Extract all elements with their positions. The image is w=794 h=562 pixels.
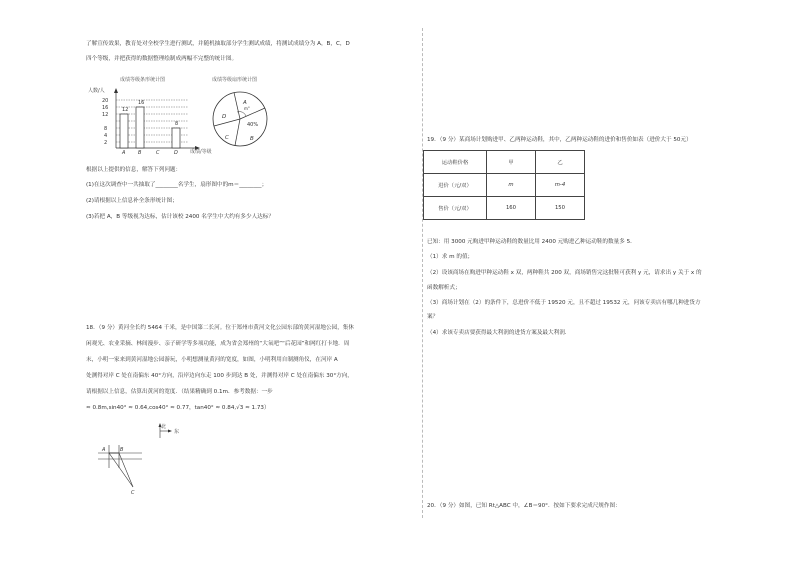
q18-line: 请根据以上信息，估算出黄河的宽度．（结果精确到 0.1m．参考数据：一步	[86, 389, 273, 395]
bar-chart-ylabel: 人数/人	[88, 88, 105, 94]
pie-label-m: m°	[244, 106, 250, 111]
intro-line-2: 四个等级，并把获得的数据整理绘制成两幅不完整的统计图。	[86, 56, 238, 62]
bar-chart-ytick: 2	[104, 140, 108, 146]
east-label: 东	[174, 429, 180, 435]
q19-title: 19．（9 分）某商场计划购进甲、乙两种运动鞋，其中，乙两种运动鞋的进价和售价如表（进价大于 50元）	[427, 137, 692, 143]
q18-line: 处测得对岸 C 处在南偏东 40°方向，沿岸边向东走 100 步到达 B 处，并测得对岸 C 处在南偏东 30°方向，	[86, 373, 353, 379]
table-cell: 进价（元/双）	[424, 174, 487, 197]
column-divider	[422, 28, 423, 518]
table-cell: 售价（元/双）	[424, 197, 487, 220]
pie-label-c: C	[225, 135, 229, 141]
bar-label-a: 12	[122, 107, 129, 113]
q19-line: （4）求该专卖店要获得最大利润的进货方案及最大利润．	[427, 330, 571, 336]
east-arrowhead	[168, 430, 172, 433]
table-row	[424, 197, 585, 220]
bar-chart-xlabel: 成绩/等级	[190, 149, 212, 155]
table-row	[424, 174, 585, 197]
bar-xcat-c: C	[156, 150, 160, 156]
bar-xcat-b: B	[138, 150, 142, 156]
table-cell: m	[487, 174, 536, 197]
intro-line-1: 了解宣传效果，教育处对全校学生进行测试，并随机抽取部分学生测试成绩，将测试成绩分为 A，B，C，D	[86, 41, 350, 47]
q17-line: (3)若把 A，B 等级视为达标，估计该校 2400 名学生中大约有多少人达标？	[86, 214, 274, 220]
bar-xcat-d: D	[174, 150, 178, 156]
shoe-price-table	[423, 150, 585, 220]
q19-line: （1）求 m 的值；	[427, 254, 474, 260]
point-a: A	[102, 447, 106, 453]
bar-xcat-a: A	[122, 150, 126, 156]
pie-chart-title: 成绩等级扇形统计图	[212, 77, 258, 83]
bar-d	[172, 128, 180, 148]
north-label: 北	[161, 424, 167, 430]
q18-line: ≈ 0.8m,sin40° ≈ 0.64,cos40° ≈ 0.77，tan40° ≈ 0.84,√3 ≈ 1.73）	[86, 405, 270, 411]
bar-label-b: 16	[138, 100, 145, 106]
pie-label-pct: 40%	[247, 122, 259, 128]
table-header-cell: 乙	[536, 151, 585, 174]
q18-line: 18．（9 分）黄河全长约 5464 千米，是中国第二长河。位于郑州市黄河文化公园东部的黄河湿地公园，集休	[86, 325, 354, 331]
table-header-cell: 甲	[487, 151, 536, 174]
bar-chart	[84, 84, 209, 156]
bar-label-d: 8	[175, 121, 179, 127]
point-b: B	[120, 447, 124, 453]
q18-line: 闲观光、农业采摘、林间漫步、亲子研学等多项功能，成为省会郑州的“大氧吧”“后花园”和网红打卡地．周	[86, 341, 350, 347]
q19-line: （2）设该商场在购进甲种运动鞋 x 双，两种鞋共 200 双，商场销售完这批鞋可获利 y 元，请求出 y 关于 x 的	[427, 270, 702, 276]
pie-label-d: D	[222, 114, 227, 120]
table-header-row	[424, 151, 585, 174]
pie-label-b: B	[250, 136, 254, 142]
river-figure	[92, 418, 192, 496]
q17-line: (2)请根据以上信息补全条形统计图；	[86, 198, 178, 204]
bar-a	[120, 114, 128, 148]
bar-chart-ytick: 8	[104, 126, 108, 132]
q19-line: 已知：用 3000 元购进甲种运动鞋的数量比用 2400 元购进乙种运动鞋的数量多 5．	[427, 239, 636, 245]
pie-label-a: A	[243, 100, 247, 106]
q19-line: （3）商场计划在（2）的条件下，总进价不低于 19520 元，且不超过 19532 元，问该专卖店有哪几种进货方	[427, 300, 701, 306]
bar-chart-title: 成绩等级条形统计图	[120, 77, 166, 83]
bar-chart-ytick: 20	[102, 98, 109, 104]
point-c: C	[131, 490, 135, 496]
bar-chart-ytick: 16	[102, 105, 109, 111]
q19-line: 函数解析式；	[427, 285, 461, 291]
table-cell: m-4	[536, 174, 585, 197]
q19-line: 案？	[427, 314, 439, 320]
bar-b	[136, 107, 144, 148]
q17-line: (1)在这次调查中一共抽取了________名学生，扇形图中的m＝________；	[86, 182, 268, 188]
bar-chart-y-arrow	[114, 88, 118, 93]
table-header-cell: 运动鞋价格	[424, 151, 487, 174]
q18-line: 末，小明一家来到黄河湿地公园游玩，小明想测量黄河的宽度，如图，小明利用自制测角仪，在河岸 A	[86, 357, 338, 363]
pie-chart	[205, 86, 275, 156]
table-cell: 150	[536, 197, 585, 220]
bar-chart-ytick: 12	[102, 112, 109, 118]
q17-line: 根据以上提供的信息，解答下列问题：	[86, 167, 182, 173]
bar-chart-ytick: 4	[104, 133, 108, 139]
table-cell: 160	[487, 197, 536, 220]
q20-line: 20．（9 分）如图，已知 Rt△ABC 中，∠B＝90°．按如下要求完成尺规作图：	[427, 503, 621, 509]
